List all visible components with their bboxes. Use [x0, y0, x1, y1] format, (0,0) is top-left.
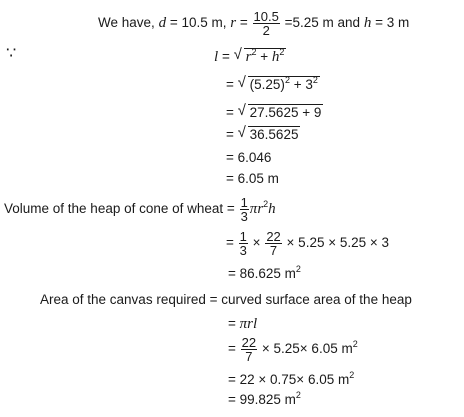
d-value: = 10.5 m, — [169, 15, 227, 31]
equals-sign: = — [228, 341, 236, 357]
fraction-denominator: 3 — [239, 243, 247, 258]
radical-body: 36.5625 — [249, 127, 299, 142]
equals-sign: = — [226, 127, 234, 142]
sqrt-icon: √ — [237, 124, 246, 141]
step-rounded: = 6.05 m — [226, 171, 279, 186]
var-h: h — [271, 49, 280, 65]
var-r: r — [230, 15, 237, 32]
radical — [238, 126, 301, 143]
step-squares — [226, 104, 323, 121]
step-substitute — [226, 76, 320, 93]
radical-body: 27.5625 + 9 — [249, 105, 322, 120]
exponent: 2 — [279, 47, 285, 57]
volume-factors: × 5.25 × 5.25 × 3 — [286, 235, 390, 251]
exponent: 2 — [284, 75, 290, 85]
volume-value: = 86.625 m — [228, 266, 296, 281]
radical-body — [244, 48, 287, 65]
r-fraction-numerator: 10.5 — [253, 9, 279, 24]
var-r: r — [245, 49, 252, 65]
fraction-numerator: 22 — [241, 335, 257, 350]
sqrt-icon: √ — [237, 74, 246, 91]
equals-sign: = — [226, 235, 234, 251]
r-value: =5.25 m and — [284, 15, 361, 31]
plus-sign: + — [256, 49, 272, 64]
csa-expression: πrl — [239, 316, 258, 332]
one-third-fraction — [239, 230, 248, 257]
volume-formula-line — [4, 196, 276, 223]
sqrt-icon: √ — [233, 46, 242, 63]
fraction-numerator: 1 — [239, 229, 247, 244]
volume-substitution — [226, 230, 389, 257]
because-symbol: ∵ — [6, 45, 17, 62]
radical — [238, 76, 320, 93]
times-sign: × — [252, 235, 261, 251]
pi-fraction — [241, 336, 257, 363]
equals-sign: = — [228, 316, 236, 331]
step-root: = 6.046 — [226, 150, 272, 165]
r-fraction-denominator: 2 — [262, 23, 270, 38]
exponent: 2 — [349, 370, 355, 380]
radical — [234, 48, 287, 65]
equals-sign: = — [226, 105, 234, 120]
slant-height-formula — [214, 48, 286, 65]
equals-sign: = — [221, 49, 230, 64]
equals-sign: = — [226, 77, 234, 92]
fraction-numerator: 22 — [266, 229, 281, 244]
exponent: 2 — [312, 75, 318, 85]
pi-symbol: π — [249, 201, 258, 218]
given-values-line — [98, 10, 409, 37]
h-value: = 3 m — [375, 15, 410, 31]
fraction-denominator: 3 — [240, 209, 248, 224]
volume-result — [228, 266, 301, 282]
var-l: l — [214, 49, 219, 65]
csa-result — [228, 392, 301, 408]
volume-label: Volume of the heap of cone of wheat = — [4, 201, 235, 217]
radical — [238, 104, 324, 121]
fraction-numerator: 1 — [240, 195, 248, 210]
var-d: d — [158, 15, 167, 32]
sqrt-icon: √ — [237, 102, 246, 119]
r-fraction — [253, 10, 280, 37]
radical-term: (5.25) — [249, 77, 285, 92]
r-equals: = — [239, 15, 248, 31]
var-r: r — [257, 201, 264, 218]
csa-factors: × 5.25× 6.05 m — [261, 341, 353, 357]
exponent: 2 — [251, 47, 257, 57]
step-sum — [226, 126, 300, 143]
exponent: 2 — [263, 199, 269, 210]
we-have-text: We have, — [98, 15, 155, 31]
radical-body — [248, 76, 320, 93]
var-h: h — [268, 201, 276, 218]
exponent: 2 — [295, 390, 301, 400]
fraction-denominator: 7 — [245, 349, 253, 364]
canvas-area-line: Area of the canvas required = curved surface area of the heap — [40, 292, 412, 307]
pi-fraction — [265, 230, 281, 257]
exponent: 2 — [295, 264, 301, 274]
csa-value: = 99.825 m — [228, 392, 296, 407]
csa-simplified-text: = 22 × 0.75× 6.05 m — [228, 372, 350, 387]
csa-formula — [228, 316, 257, 332]
radical-term: + 3 — [289, 77, 313, 92]
exponent: 2 — [352, 339, 358, 350]
csa-substitution — [228, 336, 358, 363]
csa-simplified — [228, 372, 354, 388]
fraction-denominator: 7 — [269, 243, 278, 258]
var-h: h — [363, 15, 372, 32]
one-third-fraction — [240, 196, 249, 223]
